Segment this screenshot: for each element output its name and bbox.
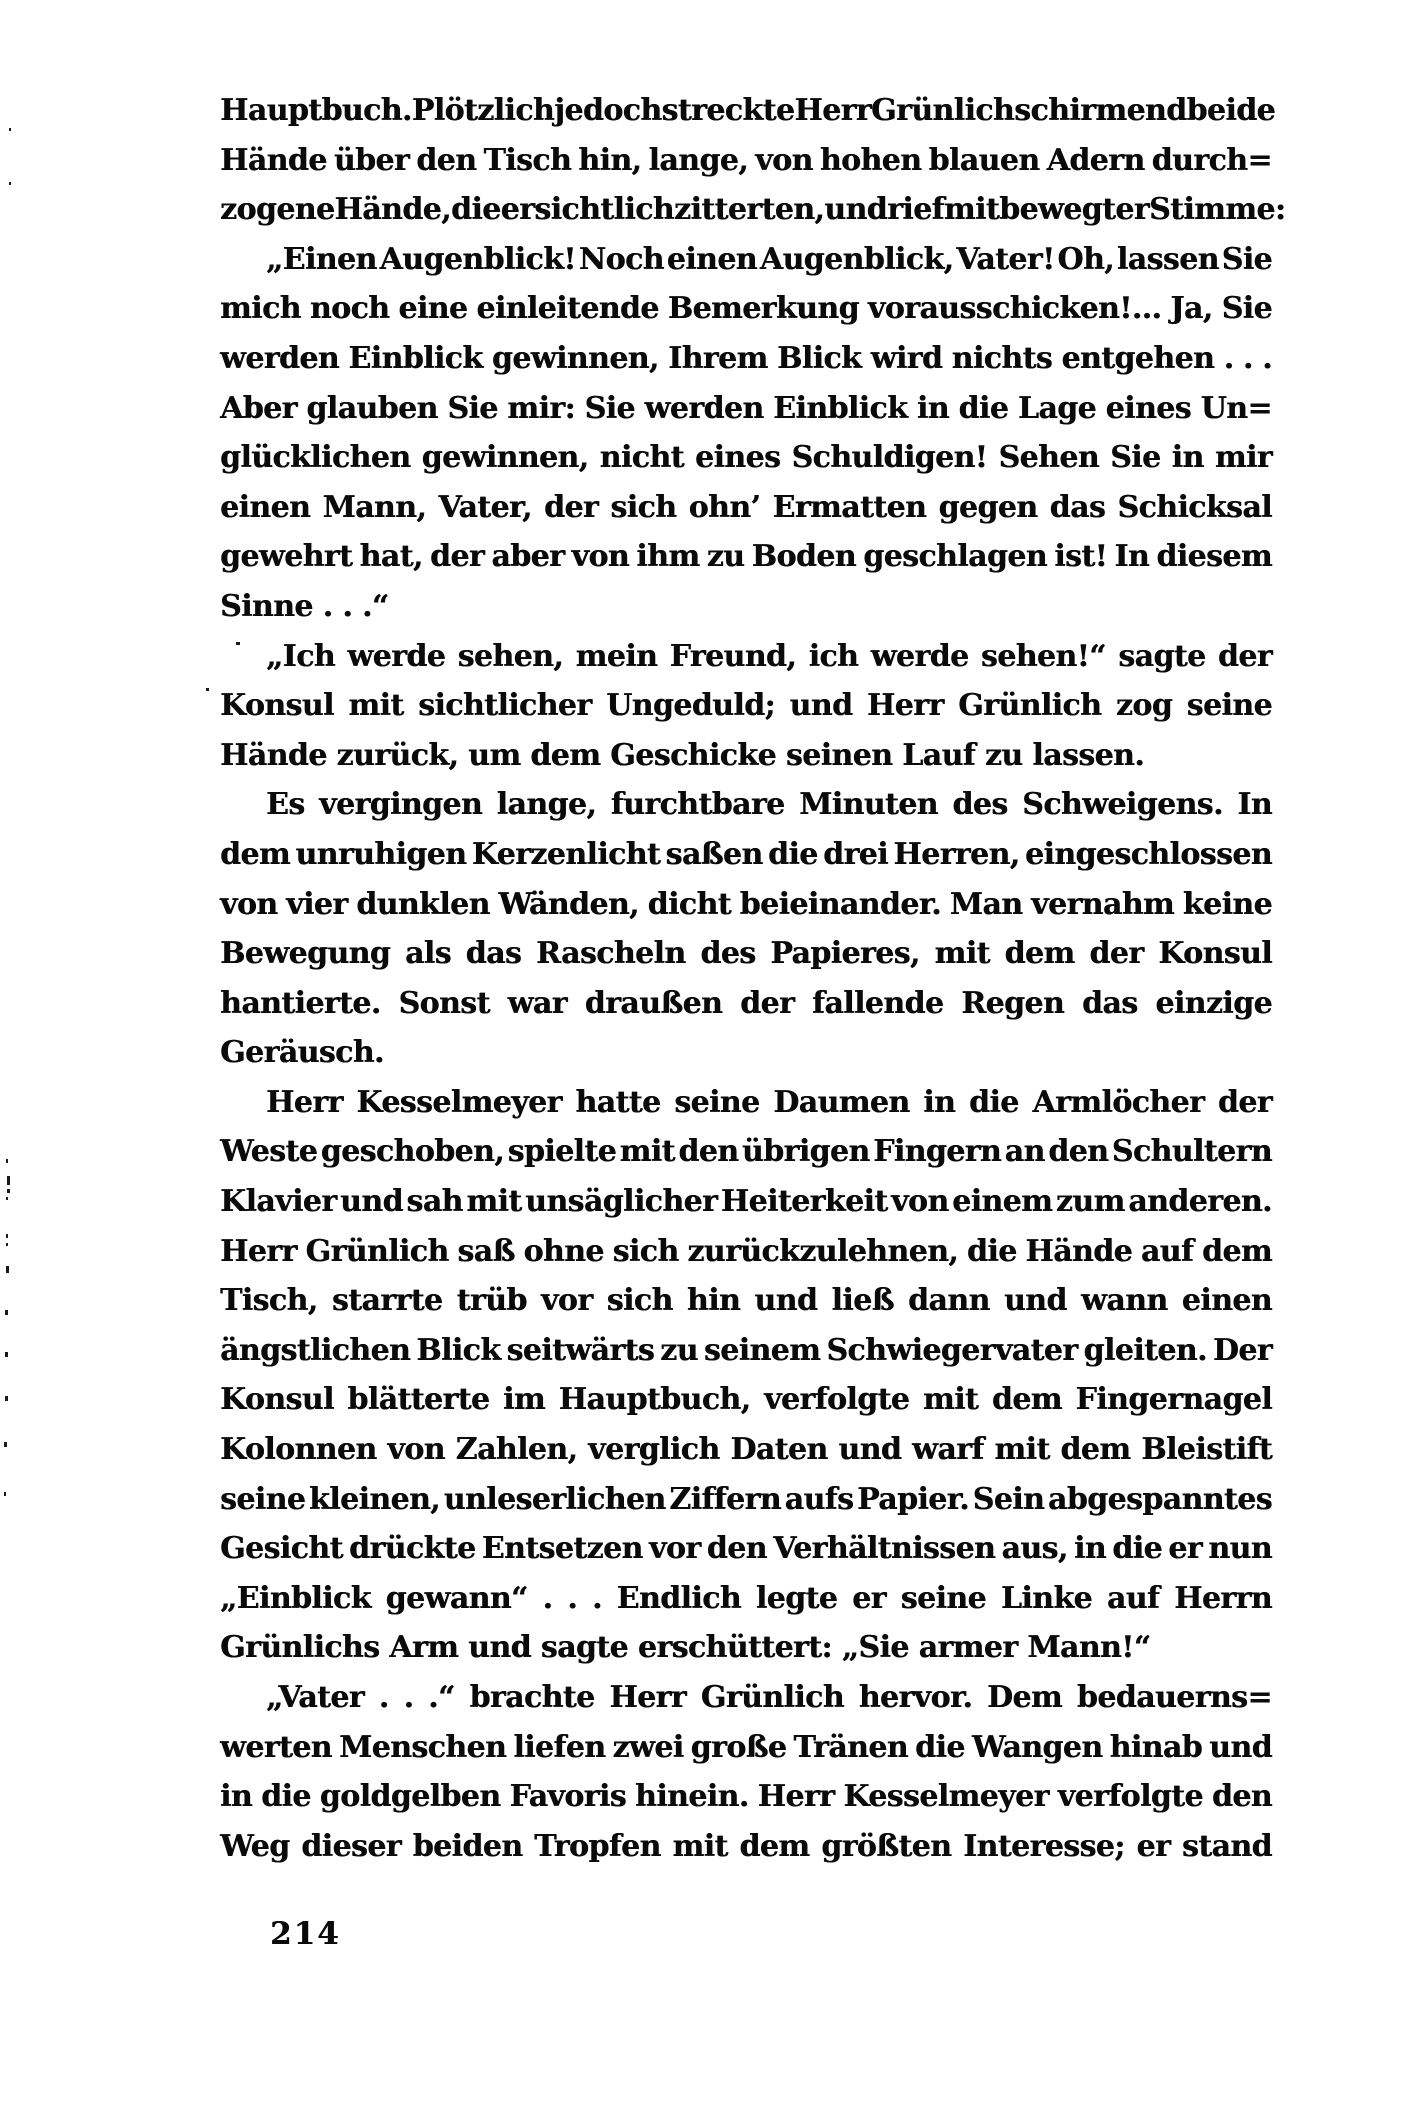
scan-speck: [206, 688, 209, 691]
scan-speck: [5, 1396, 8, 1401]
scan-speck: [6, 1243, 8, 1246]
text-line: ängstlichen Blick seitwärts zu seinem Schwiegervater gleiten. Der: [220, 1332, 1272, 1368]
text-line: Hände über den Tisch hin, lange, von hohen blauen Adern durch=: [220, 142, 1272, 178]
text-line: Konsul mit sichtlicher Ungeduld; und Herr Grünlich zog seine: [220, 688, 1272, 724]
text-line: mich noch eine einleitende Bemerkung vorausschicken!... Ja, Sie: [220, 291, 1272, 327]
text-line: Tisch, starrte trüb vor sich hin und ließ dann und wann einen: [220, 1283, 1272, 1319]
text-line: Es vergingen lange, furchtbare Minuten des Schweigens. In: [266, 787, 1272, 823]
text-line: zogene Hände, die ersichtlich zitterten, und rief mit bewegter Stimme:: [220, 192, 1286, 228]
text-line: Geräusch.: [220, 1035, 384, 1071]
text-line: dem unruhigen Kerzenlicht saßen die drei Herren, eingeschlossen: [220, 836, 1272, 872]
text-line: „Vater . . .“ brachte Herr Grünlich hervor. Dem bedauerns=: [266, 1680, 1272, 1715]
text-line: Konsul blätterte im Hauptbuch, verfolgte mit dem Fingernagel: [220, 1382, 1272, 1418]
scan-speck: [9, 182, 11, 185]
text-line: Aber glauben Sie mir: Sie werden Einblick in die Lage eines Un=: [220, 390, 1272, 426]
scan-speck: [7, 1189, 10, 1193]
text-line: hantierte. Sonst war draußen der fallende Regen das einzige: [220, 985, 1272, 1021]
text-line: von vier dunklen Wänden, dicht beieinander. Man vernahm keine: [220, 886, 1272, 922]
scan-speck: [6, 1234, 8, 1238]
text-line: Weg dieser beiden Tropfen mit dem größten Interesse; er stand: [220, 1828, 1272, 1864]
page-number: 214: [270, 1916, 341, 1952]
text-line: Herr Kesselmeyer hatte seine Daumen in die Armlöcher der: [266, 1084, 1272, 1120]
scan-speck: [6, 1266, 9, 1273]
scan-speck: [5, 1352, 8, 1357]
text-line: Weste geschoben, spielte mit den übrigen Fingern an den Schultern: [220, 1134, 1272, 1170]
text-line: Grünlichs Arm und sagte erschüttert: „Sie armer Mann!“: [220, 1630, 1151, 1666]
text-line: einen Mann, Vater, der sich ohn’ Ermatten gegen das Schicksal: [220, 489, 1272, 525]
text-line: „Ich werde sehen, mein Freund, ich werde sehen!“ sagte der: [266, 638, 1272, 674]
text-line: „Einen Augenblick! Noch einen Augenblick, Vater! Oh, lassen Sie: [266, 241, 1272, 277]
scan-speck: [6, 1197, 8, 1200]
text-line: werden Einblick gewinnen, Ihrem Blick wird nichts entgehen . . .: [220, 340, 1272, 376]
text-line: gewehrt hat, der aber von ihm zu Boden geschlagen ist! In diesem: [220, 539, 1272, 575]
text-line: Gesicht drückte Entsetzen vor den Verhältnissen aus, in die er nun: [220, 1531, 1272, 1567]
text-line: Hände zurück, um dem Geschicke seinen Lauf zu lassen.: [220, 737, 1145, 773]
scan-speck: [4, 1492, 6, 1496]
text-line: glücklichen gewinnen, nicht eines Schuldigen! Sehen Sie in mir: [220, 440, 1272, 476]
scan-speck: [7, 1176, 10, 1185]
scan-speck: [236, 642, 240, 645]
text-line: Herr Grünlich saß ohne sich zurückzulehnen, die Hände auf dem: [220, 1233, 1272, 1269]
text-line: seine kleinen, unleserlichen Ziffern aufs Papier. Sein abgespanntes: [220, 1481, 1272, 1517]
text-line: werten Menschen liefen zwei große Tränen die Wangen hinab und: [220, 1729, 1272, 1765]
scan-speck: [4, 1442, 7, 1447]
text-line: Klavier und sah mit unsäglicher Heiterkeit von einem zum anderen.: [220, 1184, 1272, 1220]
text-line: Kolonnen von Zahlen, verglich Daten und warf mit dem Bleistift: [220, 1432, 1272, 1468]
text-line: Bewegung als das Rascheln des Papieres, mit dem der Konsul: [220, 936, 1272, 972]
text-line: Sinne . . .“: [220, 588, 389, 624]
text-line: „Einblick gewann“ . . . Endlich legte er seine Linke auf Herrn: [220, 1580, 1272, 1616]
scan-speck: [6, 1159, 8, 1163]
text-line: Hauptbuch. Plötzlich jedoch streckte Herr Grünlich schirmend beide: [220, 93, 1276, 128]
scan-speck: [9, 128, 11, 131]
text-block: [220, 86, 1286, 1871]
scan-speck: [5, 1310, 8, 1315]
text-line: in die goldgelben Favoris hinein. Herr Kesselmeyer verfolgte den: [220, 1779, 1272, 1815]
